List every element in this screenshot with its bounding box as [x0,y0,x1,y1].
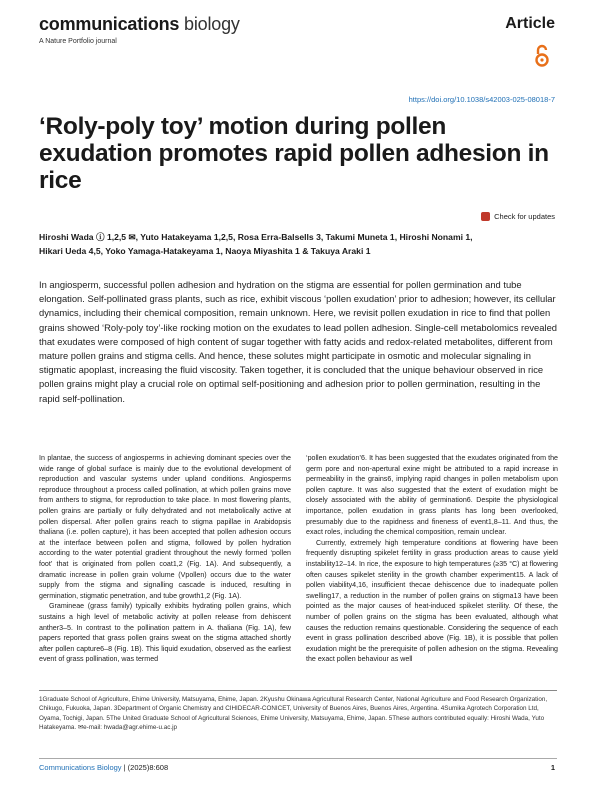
paragraph: In plantae, the success of angiosperms in achieving dominant species over the wide range of global surface is mainly due to the evolutional development of reproduction and vascular systems under upland conditions. Angiosperms reproduce throughout a process called pollination, at which pollen grains move from anthers to stigma, for reproduction to take place. In most flowering plants, pollen grains are partially or fully dehydrated and not metabolically active at pollen dispersal. After pollen grains reach to stigma papillae in Arabidopsis thaliana (i.e. pollen capture), it has been accepted that pollen adhesion occurs at the interface between pollen and stigma, followed by pollen hydration according to the water potential gradient throughout the newly formed ‘pollen foot’ that is originated from pollen coat1,2 (Fig. 1A). And subsequently, a dramatic increase in pollen grain volume (Vpollen) occurs due to the water supply from the stigma and signalling cascade is induced, resulting in germination, stigmatic penetration, and tube growth1,2 (Fig. 1A). [39,454,291,600]
affiliations-footnote: 1Graduate School of Agriculture, Ehime University, Matsuyama, Ehime, Japan. 2Kyushu Okinawa Agricultural Research Center, National Agriculture and Food Research Organization, Chikugo, Fukuoka, Japan. 3Department of Organic Chemistry and CIHIDECAR-CONICET, University of Buenos Aires, Buenos Aires, Argentina. 4Sumika Agrotech Corporation Ltd, Oyama, Tochigi, Japan. 5The United Graduate School of Agricultural Sciences, Ehime University, Matsuyama, Ehime, Japan. 5These authors contributed equally: Hiroshi Wada, Yuto Hatakeyama. ✉e-mail: hwada@agr.ehime-u.ac.jp [39,696,548,732]
paragraph: Currently, extremely high temperature conditions at flowering have been frequently disrupting spikelet fertility in grass production areas to cause yield instability12–14. In rice, the exposure to high temperatures (≥35 °C) at flowering often causes spikelet sterility in the growth chamber experiment15. A lack of pollen viability4,16, insufficient thecae dehiscence due to inadequate pollen swelling17, a reduction in the number of pollen grains on stigma13 have been pointed as the major causes of heat-induced spikelet sterility. Of these, the number of pollen grains on the stigma has been evaluated, although what causes the reduction remains questionable. Considering the sequence of each event in grass pollination described above (Fig. 1B), it is possible that pollen exudation might be the prerequisite of pollen adhesion on the stigma. Revealing the exact pollen behaviour as well [306,538,558,664]
abstract: In angiosperm, successful pollen adhesion and hydration on the stigma are essential for pollen germination and tube elongation. Self-pollinated grass plants, such as rice, exhibit viscous ‘pollen exudation’ prior to adhesion; however, its cellular dynamics, including their chemical composition, remain unknown. Here, we revisit pollen exudation in rice to find that pollen grains showed ‘Roly-poly toy’-like rocking motion on the exudates to lead pollen adhesion. Single-cell metabolomics revealed that exudates were composed of high content of sugar together with fatty acids and redox-related metabolites, different from mature pollen grains and stigma cells. And hence, these solutes might participate in osmotic and molecular signaling in stigmatic apoplast, increasing the fluid viscosity. Taken together, it is concluded that the unique behaviour observed in rice pollen grains might play a crucial role on optimal self-positioning and adhesion prior to pollen germination, resulting in the rapid self-pollination. [39,279,557,404]
footer-divider [39,758,557,759]
authors-line-1: Hiroshi Wada ⓘ 1,2,5 ✉, Yuto Hatakeyama 1,2,5, Rosa Erra-Balsells 3, Takumi Muneta 1, Hiroshi Nonami 1, [39,232,473,242]
journal-name: communications biology [39,14,240,34]
body-column-right [306,453,558,665]
article-type-label: Article [505,15,555,32]
body-column-left [39,453,291,665]
doi-link[interactable]: https://doi.org/10.1038/s42003-025-08018-7 [408,95,555,104]
author-list [39,230,559,258]
paragraph: Gramineae (grass family) typically exhibits hydrating pollen grains, which sustains a high level of metabolic activity at pollen release from dehiscent anther3–5. In contrast to the pollination pattern in A. thaliana (Fig. 1A), few papers reported that grass pollen grains sweat on the stigma attached shortly after pollen capture6–8 (Fig. 1B). This liquid exudation, observed as the earliest event of grass pollination, was termed [39,602,291,664]
authors-line-2: Hikari Ueda 4,5, Yoko Yamaga-Hatakeyama 1, Naoya Miyashita 1 & Takuya Araki 1 [39,246,371,256]
check-updates-label: Check for updates [494,212,555,221]
footer-citation [39,763,168,772]
page-number: 1 [550,763,555,772]
open-access-icon [534,44,550,68]
update-check-icon [481,212,490,221]
check-for-updates-button[interactable] [481,212,555,221]
footnote-divider [39,690,557,691]
article-title: ‘Roly-poly toy’ motion during pollen exudation promotes rapid pollen adhesion in rice [39,113,549,194]
footer-volume: | (2025)8:608 [121,763,169,772]
portfolio-label: A Nature Portfolio journal [39,38,117,45]
footer-journal[interactable]: Communications Biology [39,763,122,772]
paragraph: ‘pollen exudation’6. It has been suggested that the exudates originated from the germ pore and non-apertural exine might be attributed to a rapid increase in permeability in the grains6, implying rapid changes in pollen metabolism upon pollen capture. It was also suggested that the extent of exudation might be closely associated with the ability of germination6. Despite the physiological importance, pollen exudation in grass plants has long been overlooked, presumably due to the rapidness and fineness of event1,8–11. And thus, the exact roles, including the chemical composition, remain unclear. [306,454,558,537]
